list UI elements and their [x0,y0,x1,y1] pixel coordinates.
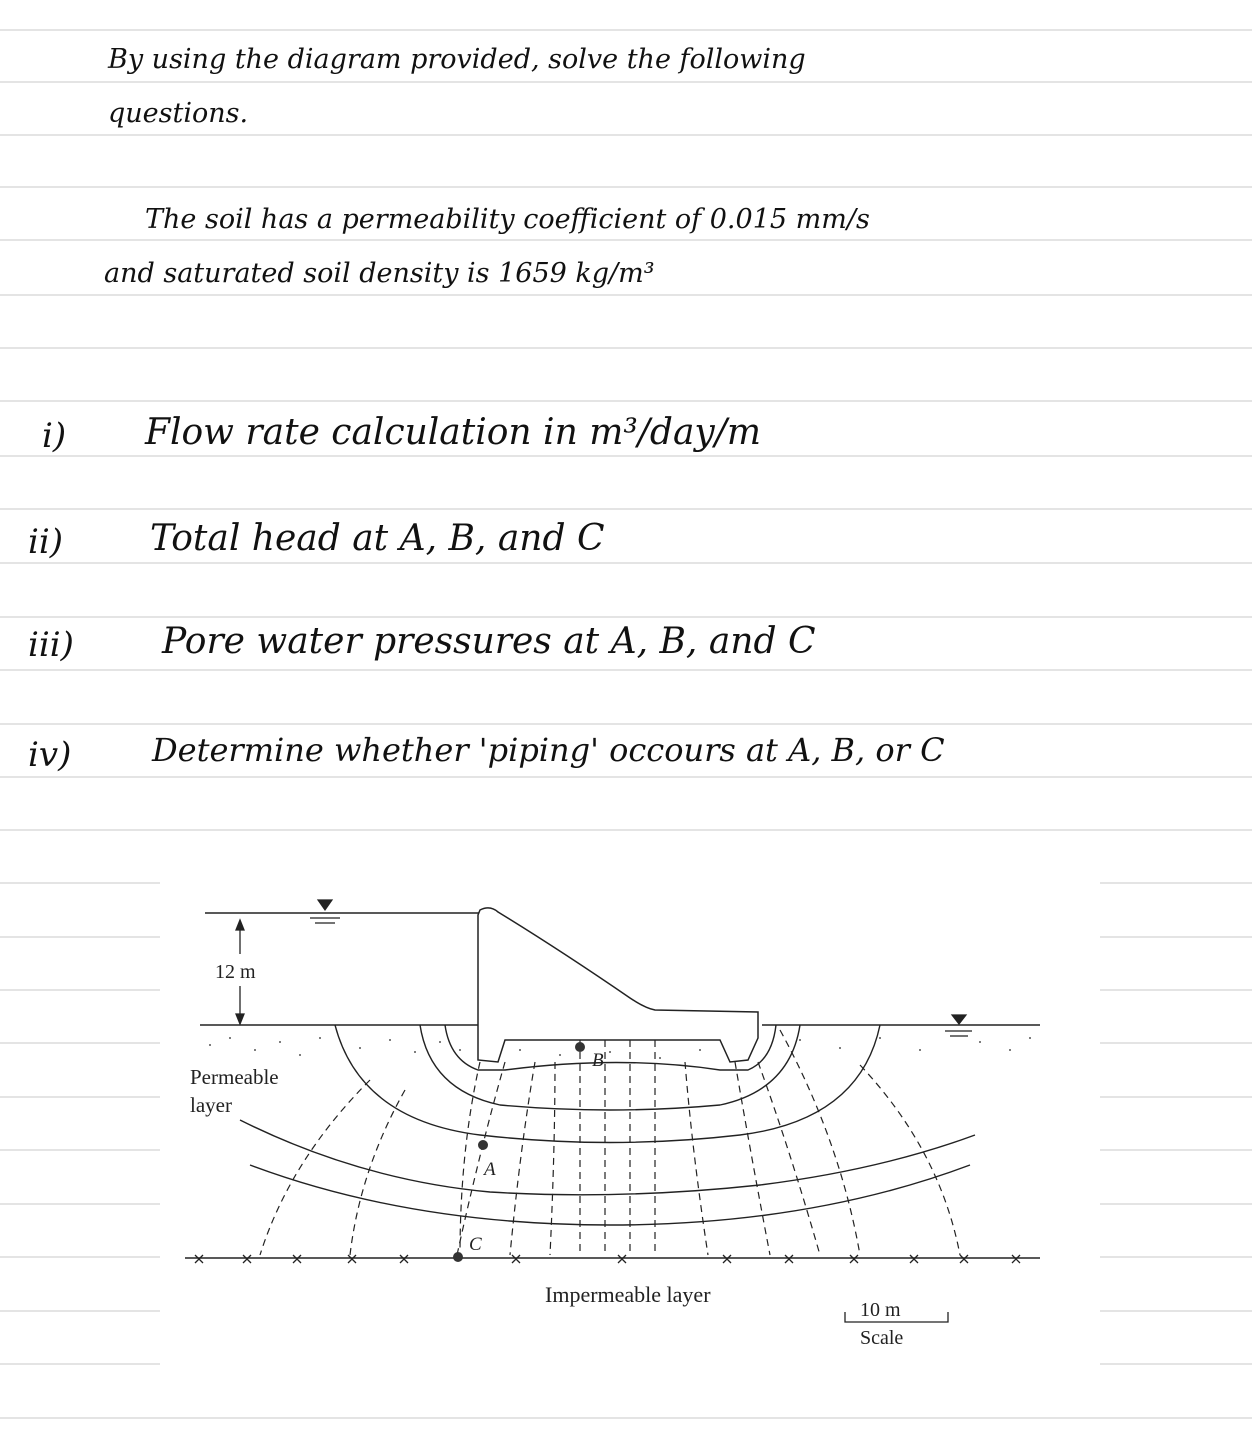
scale-value: 10 m [860,1299,901,1321]
head-label: 12 m [215,961,256,983]
point-a-marker [478,1140,488,1150]
flow-line-3 [335,1025,880,1143]
point-b-marker [575,1042,585,1052]
question-2-number: ii) [28,522,64,562]
permeable-label-line-2: layer [190,1093,232,1117]
intro-line-2: questions. [108,98,249,129]
intro-line-1: By using the diagram provided, solve the following [108,44,806,75]
impermeable-label: Impermeable layer [545,1282,711,1307]
intro-line-4: and saturated soil density is 1659 kg/m³ [104,258,655,289]
point-b-label: B [592,1050,604,1071]
question-3-number: iii) [28,625,74,665]
dam-body [478,908,758,1062]
water-level-symbol-upstream [310,900,340,923]
point-c-label: C [469,1234,482,1255]
question-2-text: Total head at A, B, and C [150,518,605,559]
flow-line-4 [240,1120,975,1195]
impermeable-hatch [195,1255,1020,1263]
question-4-text: Determine whether 'piping' occours at A, B, or C [152,731,945,769]
scale-label: Scale [860,1327,904,1349]
question-4-number: iv) [28,735,72,775]
permeable-label-line-1: Permeable [190,1065,279,1089]
flow-lines [240,1025,975,1225]
question-3-text: Pore water pressures at A, B, and C [162,621,816,662]
question-1-text: Flow rate calculation in m³/day/m [145,412,762,453]
point-c-marker [453,1252,463,1262]
flow-net-diagram [160,880,1100,1380]
question-1-number: i) [42,416,67,456]
point-a-label: A [484,1159,496,1180]
intro-line-3: The soil has a permeability coefficient of 0.015 mm/s [145,204,870,235]
